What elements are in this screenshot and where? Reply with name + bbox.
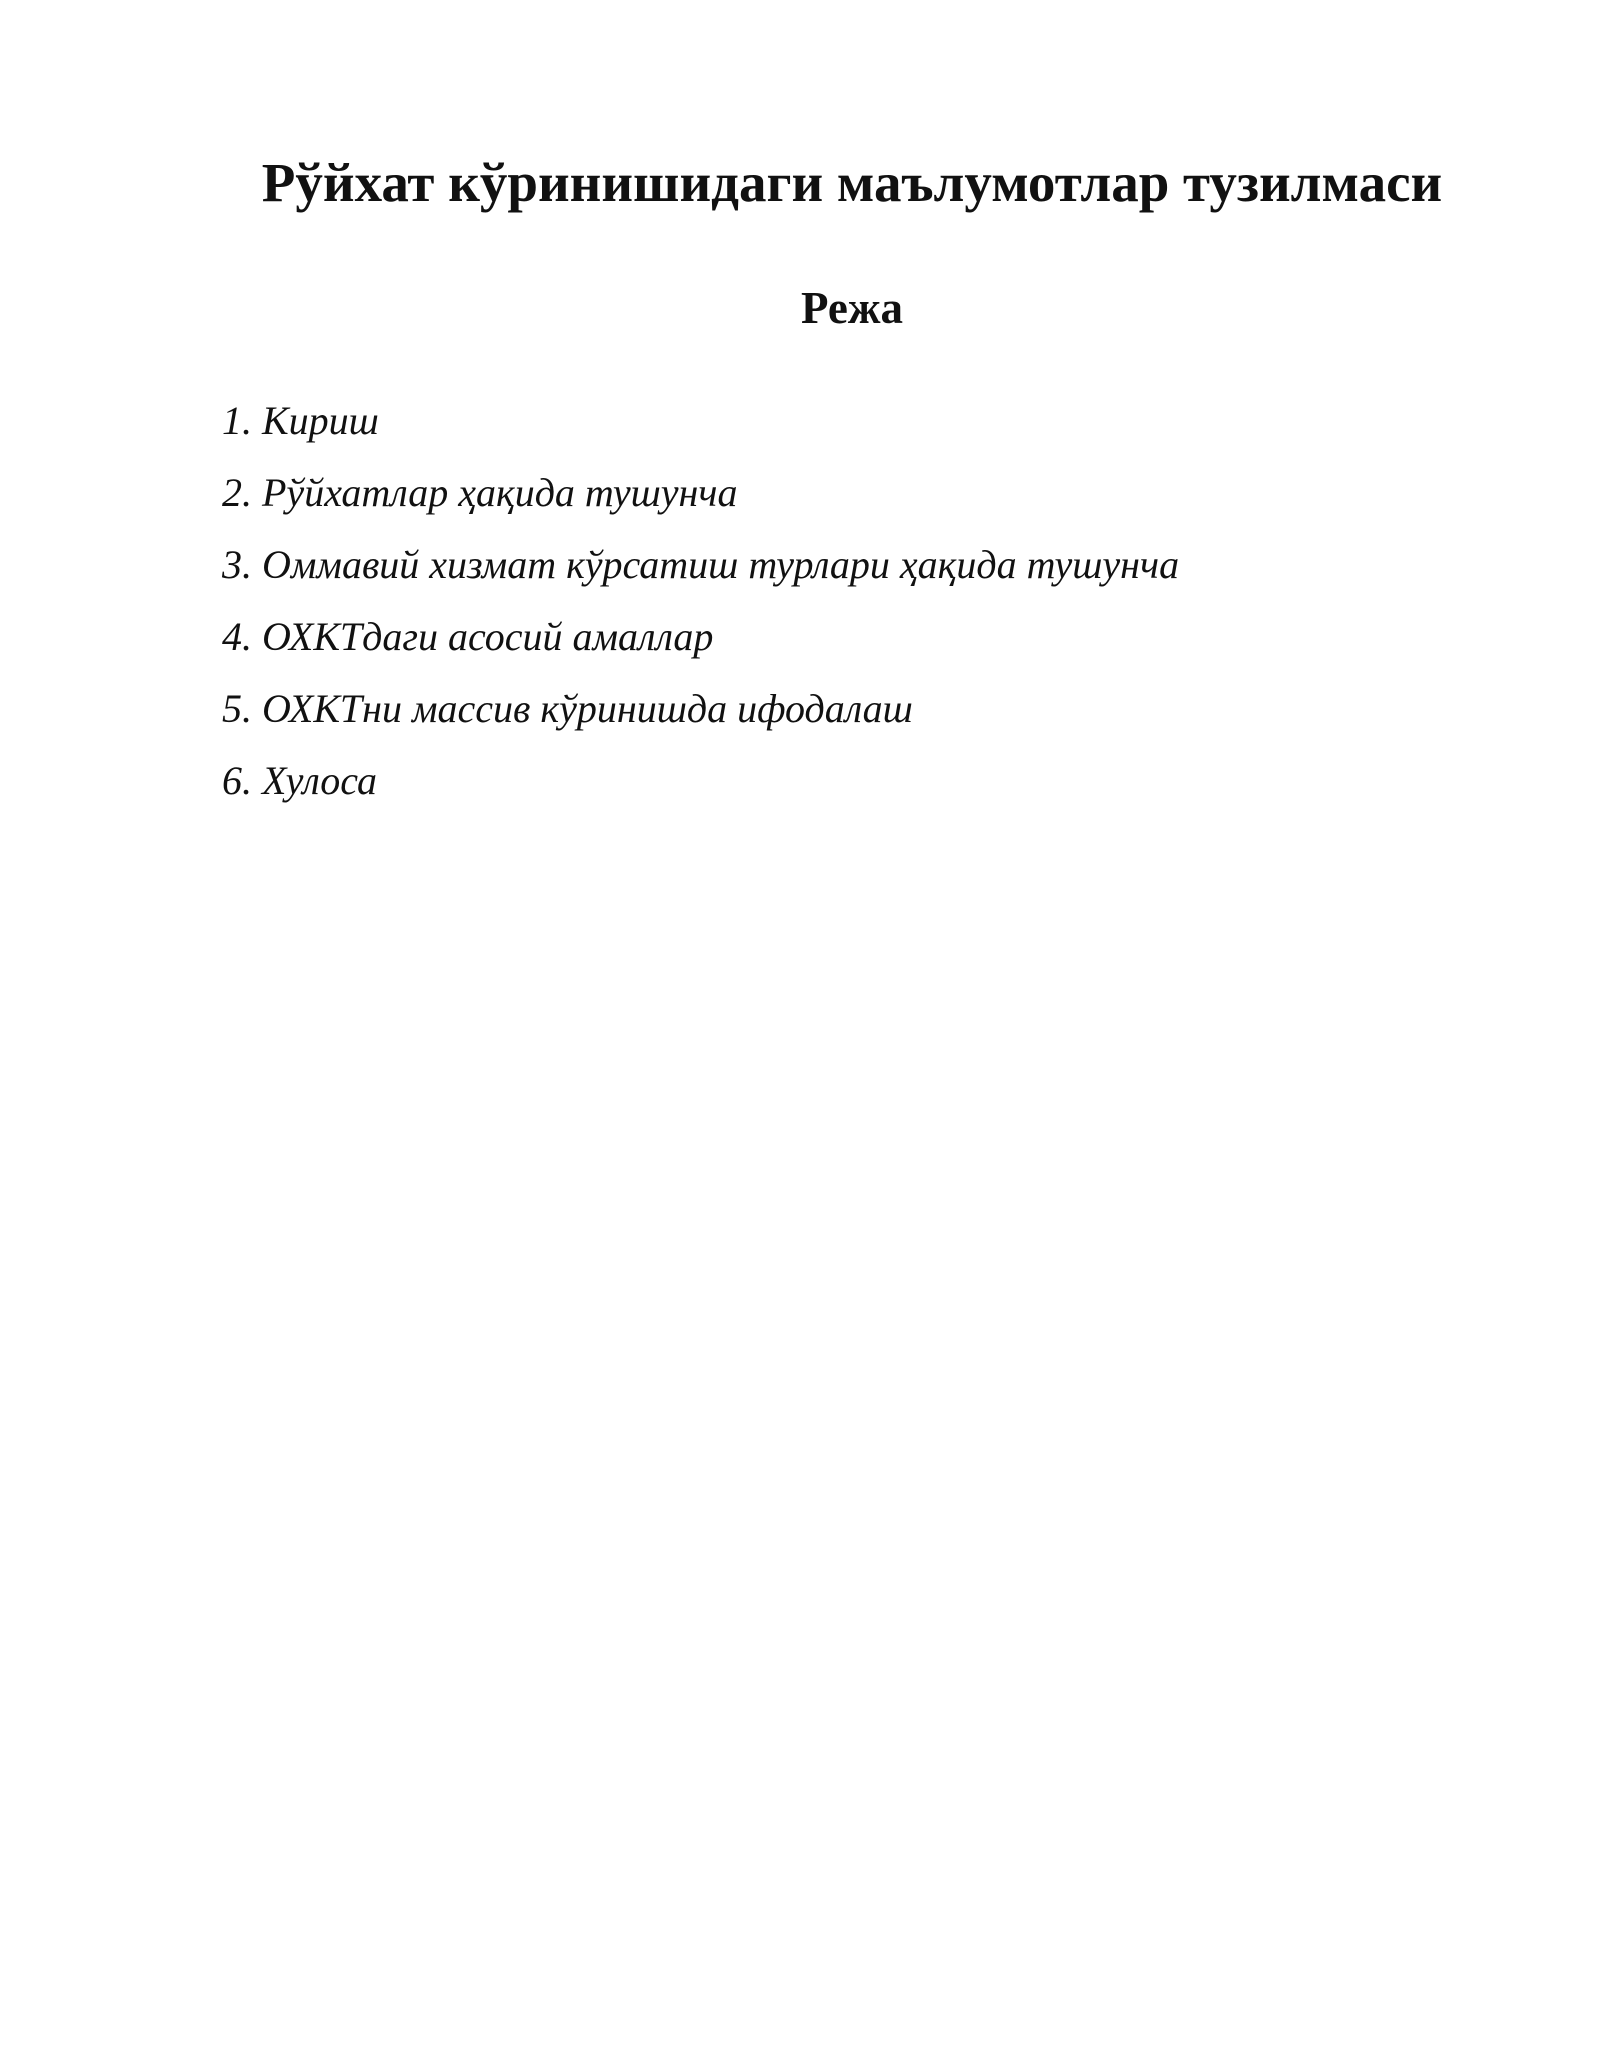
plan-item-text: Хулоса — [262, 758, 377, 803]
plan-item-text: Рўйхатлар ҳақида тушунча — [262, 470, 738, 515]
plan-item — [222, 745, 1179, 817]
plan-item — [222, 601, 1179, 673]
plan-item — [222, 457, 1179, 529]
plan-item-number: 4. — [222, 614, 252, 659]
plan-item-text: ОХКТдаги асосий амаллар — [262, 614, 714, 659]
plan-item — [222, 529, 1179, 601]
plan-item-number: 3. — [222, 542, 252, 587]
plan-item-text: Кириш — [262, 398, 379, 443]
plan-item-number: 5. — [222, 686, 252, 731]
plan-item — [222, 385, 1179, 457]
plan-item-number: 2. — [222, 470, 252, 515]
plan-item-number: 1. — [222, 398, 252, 443]
plan-item-text: ОХКТни массив кўринишда ифодалаш — [262, 686, 913, 731]
plan-list — [222, 385, 1179, 817]
plan-item-text: Оммавий хизмат кўрсатиш турлари ҳақида тушунча — [262, 542, 1180, 587]
plan-heading: Режа — [801, 283, 903, 333]
document-title: Рўйхат кўринишидаги маълумотлар тузилмаси — [261, 152, 1443, 213]
plan-item — [222, 673, 1179, 745]
plan-item-number: 6. — [222, 758, 252, 803]
